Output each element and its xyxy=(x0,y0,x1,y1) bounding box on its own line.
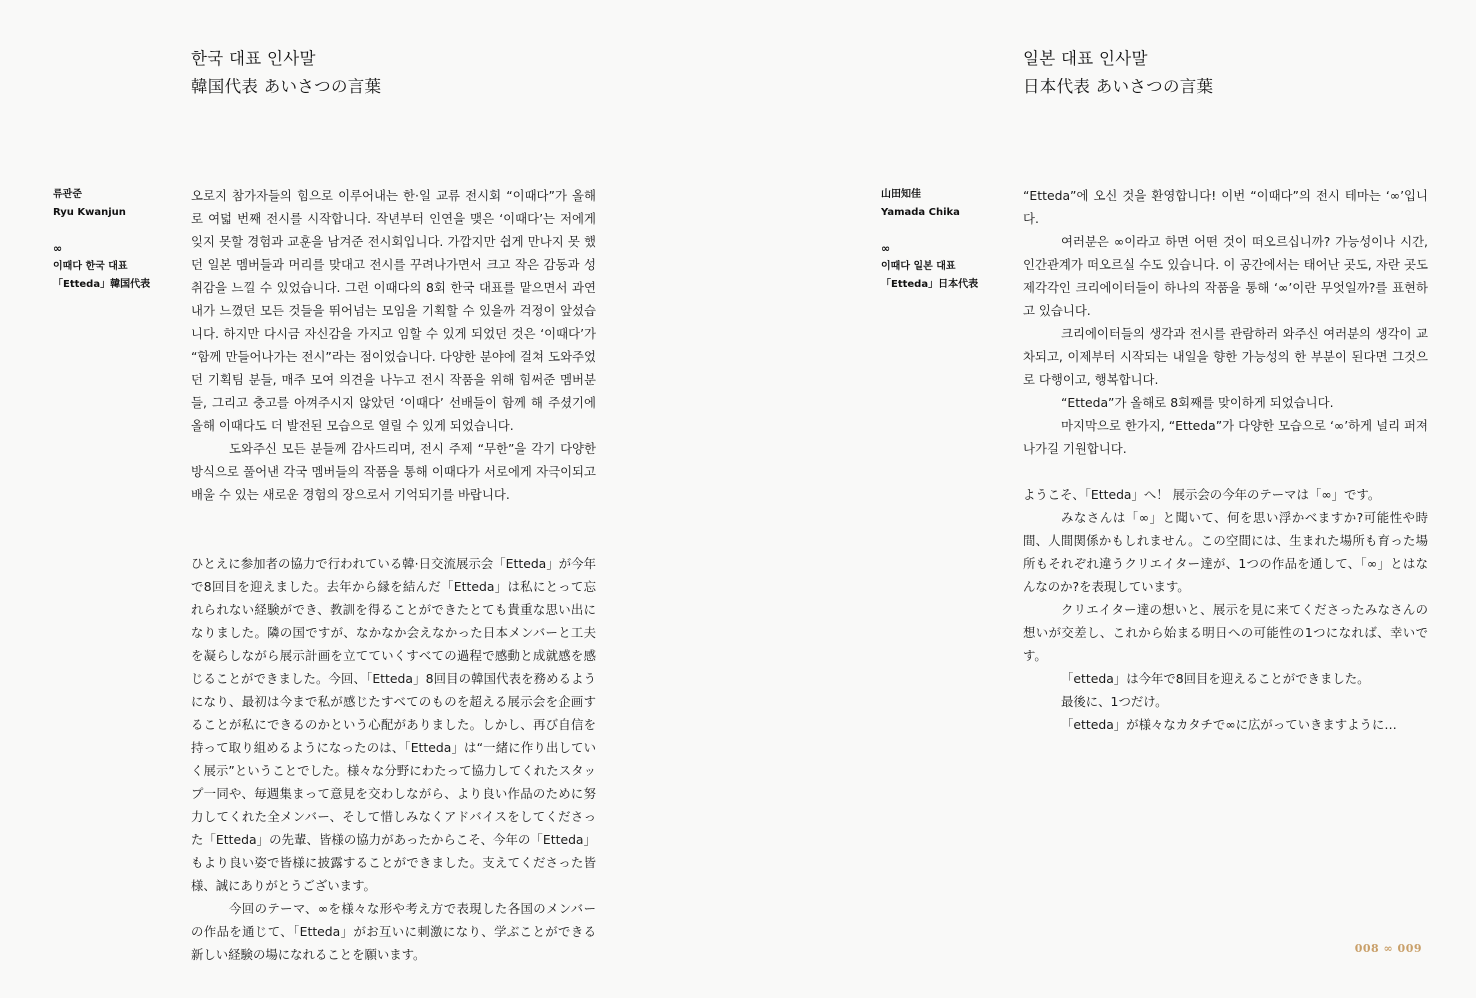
title-japanese: 日本代表 あいさつの言葉 xyxy=(1023,77,1214,96)
right-page xyxy=(738,0,1476,998)
paragraph: “Etteda”가 올해로 8회째를 맞이하게 되었습니다. xyxy=(1061,395,1334,410)
author-name-english: Ryu Kwanjun xyxy=(53,207,126,218)
paragraph: 最後に、1つだけ。 xyxy=(1061,694,1168,709)
infinity-symbol: ∞ xyxy=(881,242,891,255)
paragraph: 여러분은 ∞이라고 하면 어떤 것이 떠오르십니까? 가능성이나 시간, 인간관계가 떠오르실 수도 있습니다. 이 공간에서는 태어난 곳도, 자란 곳도 제각각인 크리에이터들이 하나의 작품을 통해 ‘∞’이란 무엇일까?를 표현하고 있습니다. xyxy=(1023,234,1428,318)
paragraph: 크리에이터들의 생각과 전시를 관람하러 와주신 여러분의 생각이 교차되고, 이제부터 시작되는 내일을 향한 가능성의 한 부분이 된다면 그것으로 다행이고, 행복합니다. xyxy=(1023,326,1428,387)
page-title-korea xyxy=(191,45,381,101)
author-name-korean: 류관준 xyxy=(53,189,82,200)
author-role-korean: 이때다 한국 대표 xyxy=(53,261,128,272)
infinity-symbol: ∞ xyxy=(53,242,63,255)
greeting-japanese-text xyxy=(191,552,596,966)
author-role-korean: 이때다 일본 대표 xyxy=(881,261,956,272)
paragraph: ひとえに参加者の協力で行われている韓·日交流展示会「Etteda」が今年で8回目を迎えました。去年から縁を結んだ「Etteda」は私にとって忘れられない経験ができ、教訓を得ることができたとても貴重な思い出になりました。隣の国ですが、なかなか会えなかった日本メンバーと工夫を凝らしながら展示計画を立てていくすべての過程で感動と成就感を感じることができました。今回、「Etteda」8回目の韓国代表を務めるようになり、最初は今まで私が感じたすべてのものを超える展示会を企画することが私にできるのかという心配がありました。しかし、再び自信を持って取り組めるようになったのは、「Etteda」は“一緒に作り出していく展示”ということでした。様々な分野にわたって協力してくれたスタップ一同や、毎週集まって意見を交わしながら、より良い作品のために努力してくれた全メンバー、そして惜しみなくアドバイスをしてくださった「Etteda」の先輩、皆様の協力があったからこそ、今年の「Etteda」もより良い姿で皆様に披露することができました。支えてくださった皆様、誠にありがとうございます。 xyxy=(191,556,596,893)
author-block-japan xyxy=(881,186,978,294)
page-number: 008 ∞ 009 xyxy=(1354,942,1422,955)
paragraph: 도와주신 모든 분들께 감사드리며, 전시 주제 “무한”을 각기 다양한 방식으로 풀어낸 각국 멤버들의 작품을 통해 이때다가 서로에게 자극이되고 배울 수 있는 새로운 경험의 장으로서 기억되기를 바랍니다. xyxy=(191,441,596,502)
paragraph: みなさんは「∞」と聞いて、何を思い浮かべますか?可能性や時間、人間関係かもしれません。この空間には、生まれた場所も育った場所もそれぞれ違うクリエイター達が、1つの作品を通して、「∞」とはなんなのか?を表現しています。 xyxy=(1023,510,1428,594)
greeting-korean-text xyxy=(1023,184,1428,460)
title-korean: 일본 대표 인사말 xyxy=(1023,49,1148,68)
paragraph: 마지막으로 한가지, “Etteda”가 다양한 모습으로 ‘∞’하게 널리 퍼져 나가길 기원합니다. xyxy=(1023,418,1428,456)
author-name-english: Yamada Chika xyxy=(881,207,960,218)
author-block-korea xyxy=(53,186,150,294)
author-role-japanese: 「Etteda」日本代表 xyxy=(881,279,979,290)
paragraph: 오로지 참가자들의 힘으로 이루어내는 한·일 교류 전시회 “이때다”가 올해로 여덟 번째 전시를 시작합니다. 작년부터 인연을 맺은 ‘이때다’는 저에게 잊지 못할 경험과 교훈을 남겨준 전시회입니다. 가깝지만 쉽게 만나지 못 했던 일본 멤버들과 머리를 맞대고 전시를 꾸려나가면서 크고 작은 감동과 성취감을 느낄 수 있었습니다. 그런 이때다의 8회 한국 대표를 맡으면서 과연 내가 느꼈던 모든 것들을 뛰어넘는 모임을 기획할 수 있을까 걱정이 앞섰습니다. 하지만 다시금 자신감을 가지고 임할 수 있게 되었던 것은 ‘이때다’가 “함께 만들어나가는 전시”라는 점이었습니다. 다양한 분야에 걸쳐 도와주었던 기획팀 분들, 매주 모여 의견을 나누고 전시 작품을 위해 힘써준 멤버분들, 그리고 충고를 아껴주시지 않았던 ‘이때다’ 선배들이 함께 해 주셨기에 올해 이때다도 더 발전된 모습으로 열릴 수 있게 되었습니다. xyxy=(191,188,596,433)
author-name-japanese: 山田知佳 xyxy=(881,189,921,200)
page-title-japan xyxy=(1023,45,1213,101)
paragraph: クリエイター達の想いと、展示を見に来てくださったみなさんの想いが交差し、これから始まる明日への可能性の1つになれば、幸いです。 xyxy=(1023,602,1428,663)
paragraph: 「etteda」は今年で8回目を迎えることができました。 xyxy=(1061,671,1370,686)
author-role-japanese: 「Etteda」韓国代表 xyxy=(53,279,151,290)
paragraph: 今回のテーマ、∞を様々な形や考え方で表現した各国のメンバーの作品を通じて、「Etteda」がお互いに刺激になり、学ぶことができる新しい経験の場になれることを願います。 xyxy=(191,901,596,962)
paragraph: 「etteda」が様々なカタチで∞に広がっていきますように… xyxy=(1061,717,1397,732)
paragraph: ようこそ、「Etteda」へ！ 展示会の今年のテーマは「∞」です。 xyxy=(1023,487,1381,502)
title-korean: 한국 대표 인사말 xyxy=(191,49,316,68)
paragraph: “Etteda”에 오신 것을 환영합니다! 이번 “이때다”의 전시 테마는 ‘∞’입니다. xyxy=(1023,188,1428,226)
greeting-japanese-text xyxy=(1023,483,1428,736)
greeting-korean-text xyxy=(191,184,596,506)
title-japanese: 韓国代表 あいさつの言葉 xyxy=(191,77,382,96)
